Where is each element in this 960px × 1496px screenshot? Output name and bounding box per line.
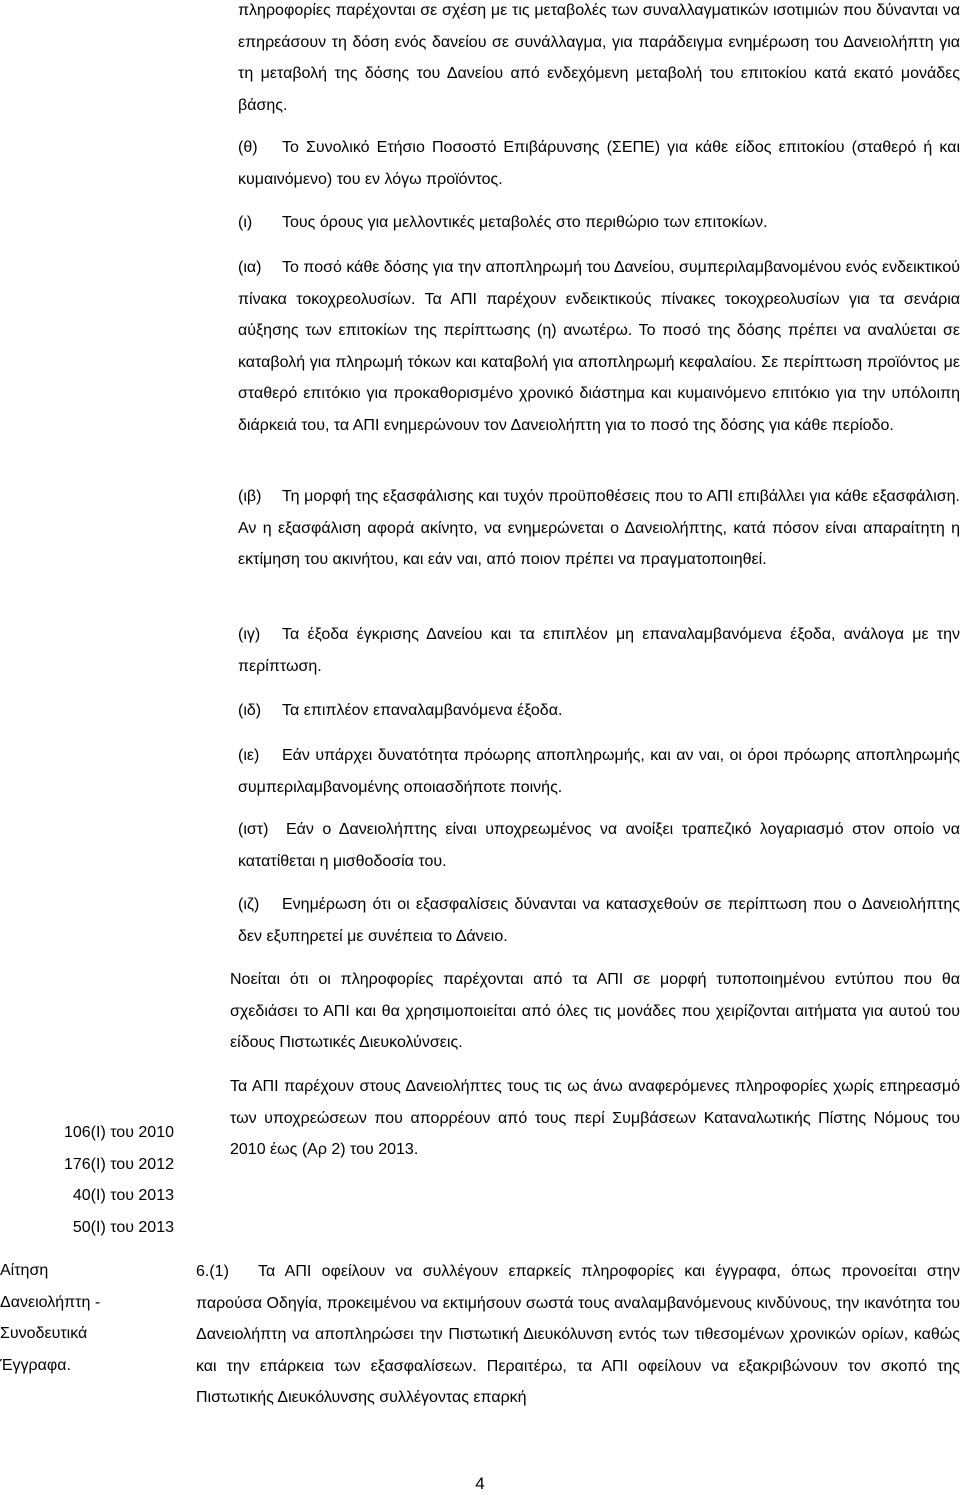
law-reference: 176(I) του 2012 [63,1155,174,1173]
item-ie [238,740,960,803]
item-marker: (ια) [238,259,262,276]
item-text: Το ποσό κάθε δόσης για την αποπληρωμή του Δανείου, συμπεριλαμβανομένου ενός ενδεικτικού πίνακα τοκοχρεολυσίων. Τα ΑΠΙ παρέχουν ενδεικτικούς πίνακες τοκοχρεολυσίων για τα σενάρια αύξησης των επιτοκίων της περίπτωσης (η) ανωτέρω. Το ποσό της δόσης πρέπει να αναλύεται σε καταβολή για πληρωμή τόκων και καταβολή για αποπληρωμή κεφαλαίου. Σε περίπτωση προϊόντος με σταθερό επιτόκιο για προκαθορισμένο χρονικό διάστημα και κυμαινόμενο επιτόκιο για την υπόλοιπη διάρκειά του, τα ΑΠΙ ενημερώνουν τον Δανειολήπτη για το ποσό της δόσης για κάθε περίοδο. [238,259,960,434]
law-reference: 50(I) του 2013 [72,1218,174,1236]
note-paragraph-2: Τα ΑΠΙ παρέχουν στους Δανειολήπτες τους τις ως άνω αναφερόμενες πληροφορίες χωρίς επηρεασμό των υποχρεώσεων που απορρέουν από τους περί Συμβάσεων Καταναλωτικής Πίστης Νόμους του 2010 έως (Αρ 2) του 2013. [230,1078,960,1158]
item-ib [238,481,960,576]
section-margin-label: Αίτηση Δανειολήπτη - Συνοδευτικά Έγγραφα. [0,1262,101,1374]
law-references [44,1117,174,1243]
law-reference: 40(I) του 2013 [72,1187,174,1204]
item-text: Τα επιπλέον επαναλαμβανόμενα έξοδα. [282,702,563,719]
page-number: 4 [475,1474,485,1493]
section-text: Τα ΑΠΙ οφείλουν να συλλέγουν επαρκείς πληροφορίες και έγγραφα, όπως προνοείται στην παρούσα Οδηγία, προκειμένου να εκτιμήσουν σωστά τους αναλαμβανόμενους κινδύνους, την ικανότητα του Δανειολήπτη να αποπληρώσει την Πιστωτική Διευκόλυνση εντός των τιθεσομένων χρονικών ορίων, καθώς και την επάρκεια των εξασφαλίσεων. Περαιτέρω, τα ΑΠΙ οφείλουν να εξακριβώνουν τον σκοπό της Πιστωτικής Διευκόλυνσης συλλέγοντας επαρκή [196,1263,960,1406]
item-text: Τους όρους για μελλοντικές μεταβολές στο περιθώριο των επιτοκίων. [282,214,768,231]
item-text: Το Συνολικό Ετήσιο Ποσοστό Επιβάρυνσης (ΣΕΠΕ) για κάθε είδος επιτοκίου (σταθερό ή και κυμαινόμενο) του εν λόγω προϊόντος. [238,139,960,188]
item-text: Εάν υπάρχει δυνατότητα πρόωρης αποπληρωμής, και αν ναι, οι όροι πρόωρης αποπληρωμής συμπεριλαμβανομένης οποιασδήποτε ποινής. [238,747,960,796]
item-text: Τη μορφή της εξασφάλισης και τυχόν προϋποθέσεις που το ΑΠΙ επιβάλλει για κάθε εξασφάλιση. Αν η εξασφάλιση αφορά ακίνητο, να ενημερώνεται ο Δανειολήπτης, κατά πόσον είναι απαραίτητη η εκτίμηση του ακινήτου, και εάν ναι, από ποιον πρέπει να πραγματοποιηθεί. [238,488,960,568]
intro-paragraph: πληροφορίες παρέχονται σε σχέση με τις μεταβολές των συναλλαγματικών ισοτιμιών που δύνανται να επηρεάσουν τη δόση ενός δανείου σε συνάλλαγμα, για παράδειγμα ενημέρωση του Δανειολήπτη για τη μεταβολή της δόσης του Δανείου από ενδεχόμενη μεταβολή του επιτοκίου κατά εκατό μονάδες βάσης. [238,2,960,114]
item-marker: (θ) [238,139,258,156]
item-text: Εάν ο Δανειολήπτης είναι υποχρεωμένος να ανοίξει τραπεζικό λογαριασμό στον οποίο να κατατίθεται η μισθοδοσία του. [238,821,960,870]
item-marker: (ιγ) [238,626,261,643]
item-marker: (ιστ) [238,821,269,838]
item-marker: (ι) [238,214,253,231]
item-ig [238,619,960,682]
item-theta [238,132,960,195]
note-paragraph-1: Νοείται ότι οι πληροφορίες παρέχονται από τα ΑΠΙ σε μορφή τυποποιημένου εντύπου που θα σχεδιάσει το ΑΠΙ και θα χρησιμοποιείται από όλες τις μονάδες που χειρίζονται αιτήματα για αυτού του είδους Πιστωτικές Διευκολύνσεις. [230,971,960,1051]
law-reference: 106(I) του 2010 [63,1124,174,1141]
item-text: Ενημέρωση ότι οι εξασφαλίσεις δύνανται να κατασχεθούν σε περίπτωση που ο Δανειολήπτης δεν εξυπηρετεί με συνέπεια το Δάνειο. [238,896,960,945]
item-iota [238,207,960,239]
item-ist [238,814,960,877]
section-number: 6.(1) [196,1263,229,1280]
section-6-paragraph [196,1256,960,1414]
item-id [238,695,960,727]
item-ia [238,252,960,441]
item-marker: (ιδ) [238,702,262,719]
item-marker: (ιβ) [238,488,262,505]
item-iz [238,889,960,952]
item-marker: (ιε) [238,747,260,764]
item-marker: (ιζ) [238,896,260,913]
item-text: Τα έξοδα έγκρισης Δανείου και τα επιπλέον μη επαναλαμβανόμενα έξοδα, ανάλογα με την περίπτωση. [238,626,960,675]
